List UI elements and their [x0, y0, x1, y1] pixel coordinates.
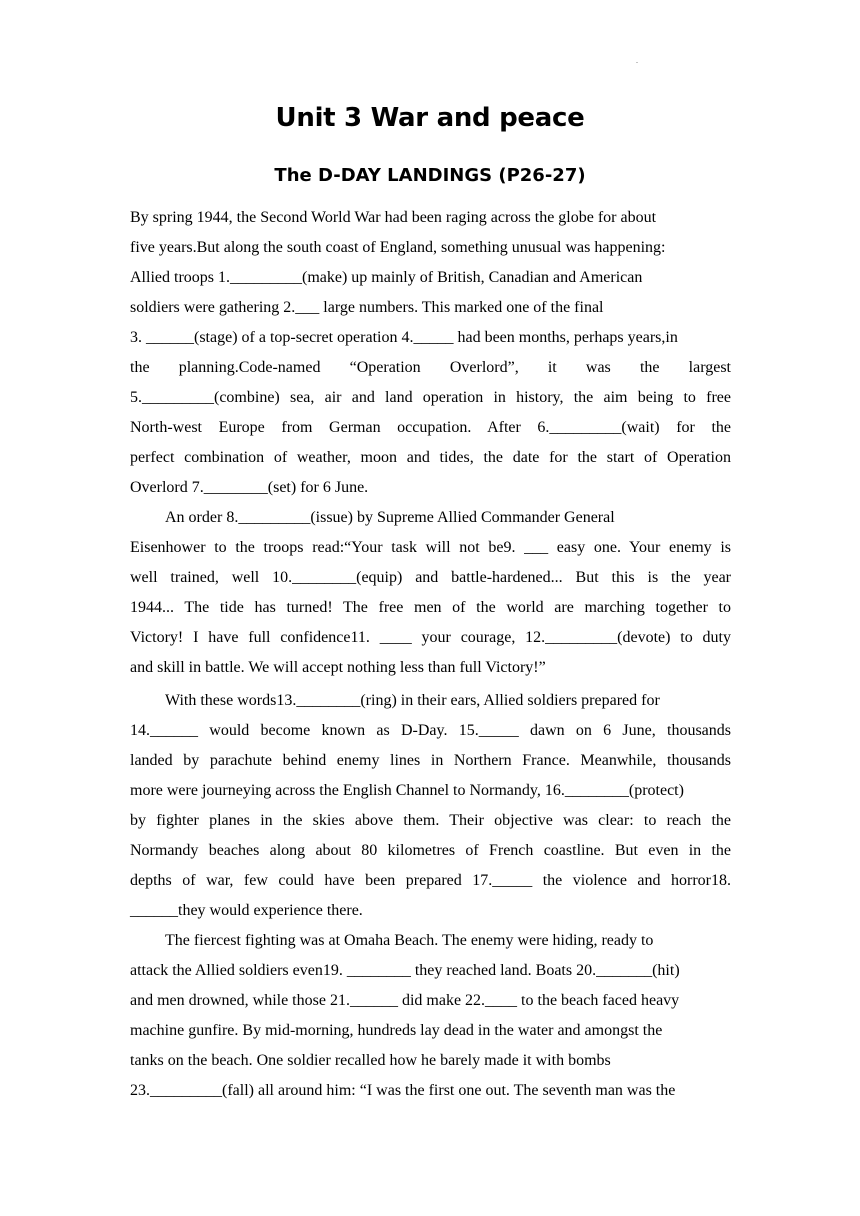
passage-line: perfect combination of weather, moon and tides, the date for the start of Operation	[130, 449, 731, 466]
passage-line: Eisenhower to the troops read:“Your task will not be9. ___ easy one. Your enemy is	[130, 539, 731, 556]
passage-line: Normandy beaches along about 80 kilometres of French coastline. But even in the	[130, 842, 731, 859]
passage-line: more were journeying across the English Channel to Normandy, 16.________(protect)	[130, 782, 684, 799]
passage-line: attack the Allied soldiers even19. ________ they reached land. Boats 20._______(hit)	[130, 962, 680, 979]
passage-line: Allied troops 1._________(make) up mainly of British, Canadian and American	[130, 269, 643, 286]
passage-line: With these words13.________(ring) in their ears, Allied soldiers prepared for	[165, 692, 660, 709]
header-mark: .	[636, 56, 638, 65]
passage-line: by fighter planes in the skies above them. Their objective was clear: to reach the	[130, 812, 731, 829]
passage-title: The D-DAY LANDINGS (P26-27)	[274, 165, 586, 186]
passage-line: the planning.Code-named “Operation Overlord”, it was the largest	[130, 359, 731, 376]
passage-line: landed by parachute behind enemy lines in Northern France. Meanwhile, thousands	[130, 752, 731, 769]
passage-line: soldiers were gathering 2.___ large numbers. This marked one of the final	[130, 299, 604, 316]
passage-line: Overlord 7.________(set) for 6 June.	[130, 479, 369, 496]
passage-line: machine gunfire. By mid-morning, hundreds lay dead in the water and amongst the	[130, 1022, 663, 1039]
passage-line: and men drowned, while those 21.______ did make 22.____ to the beach faced heavy	[130, 992, 680, 1009]
passage-line: The fiercest fighting was at Omaha Beach. The enemy were hiding, ready to	[165, 932, 654, 949]
passage-line: North-west Europe from German occupation. After 6._________(wait) for the	[130, 419, 731, 436]
passage-line: tanks on the beach. One soldier recalled how he barely made it with bombs	[130, 1052, 611, 1069]
passage-line: well trained, well 10.________(equip) and battle-hardened... But this is the year	[130, 569, 731, 586]
unit-title: Unit 3 War and peace	[275, 103, 585, 133]
passage-body	[130, 203, 731, 1106]
passage-line: Victory! I have full confidence11. ____ your courage, 12._________(devote) to duty	[130, 629, 731, 646]
passage-line: 3. ______(stage) of a top-secret operation 4._____ had been months, perhaps years,in	[130, 329, 678, 346]
passage-line: 1944... The tide has turned! The free men of the world are marching together to	[130, 599, 731, 616]
passage-line: and skill in battle. We will accept nothing less than full Victory!”	[130, 659, 546, 676]
passage-line: ______they would experience there.	[130, 902, 363, 919]
passage-line: An order 8._________(issue) by Supreme Allied Commander General	[165, 509, 615, 526]
passage-line: 5._________(combine) sea, air and land operation in history, the aim being to free	[130, 389, 731, 406]
passage-line: 14.______ would become known as D-Day. 15._____ dawn on 6 June, thousands	[130, 722, 731, 739]
passage-line: 23._________(fall) all around him: “I was the first one out. The seventh man was the	[130, 1082, 676, 1099]
passage-line: five years.But along the south coast of England, something unusual was happening:	[130, 239, 666, 256]
passage-line: depths of war, few could have been prepared 17._____ the violence and horror18.	[130, 872, 731, 889]
passage-line: By spring 1944, the Second World War had been raging across the globe for about	[130, 209, 657, 226]
